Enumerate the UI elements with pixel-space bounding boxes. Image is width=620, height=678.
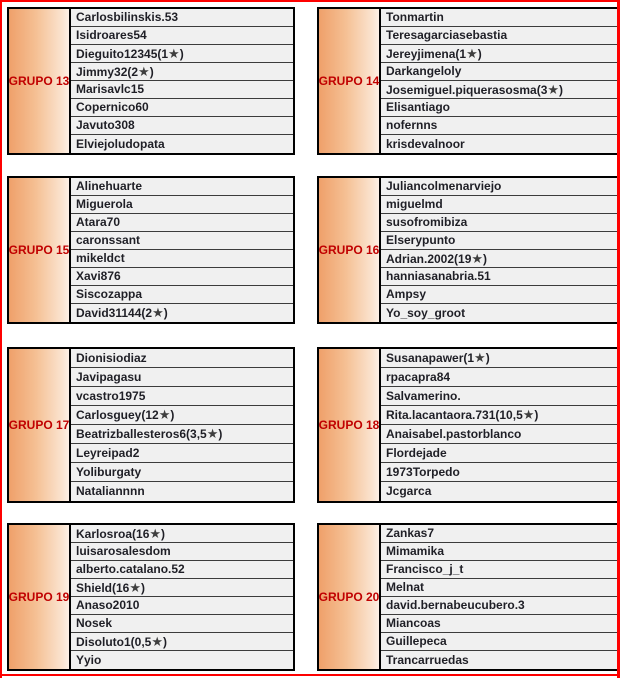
member-cell[interactable]: Jereyjimena(1★) [381, 45, 620, 63]
member-cell[interactable]: Copernico60 [71, 99, 293, 117]
group-members-list [71, 525, 293, 669]
member-cell[interactable]: Xavi876 [71, 268, 293, 286]
star-icon: ★ [152, 305, 164, 320]
member-cell[interactable]: Teresagarciasebastia [381, 27, 620, 45]
member-cell[interactable]: Juliancolmenarviejo [381, 178, 620, 196]
member-cell[interactable]: Mimamika [381, 543, 620, 561]
member-cell[interactable]: Carlosbilinskis.53 [71, 9, 293, 27]
member-cell[interactable]: Tonmartin [381, 9, 620, 27]
member-cell[interactable]: Josemiguel.piquerasosma(3★) [381, 81, 620, 99]
member-cell[interactable]: Siscozappa [71, 286, 293, 304]
member-cell[interactable]: Atara70 [71, 214, 293, 232]
member-cell[interactable]: Yoliburgaty [71, 463, 293, 482]
group-label-cell[interactable]: GRUPO 18 [319, 349, 381, 501]
member-cell[interactable]: Anaisabel.pastorblanco [381, 425, 620, 444]
member-cell[interactable]: Elserypunto [381, 232, 620, 250]
member-cell[interactable]: Adrian.2002(19★) [381, 250, 620, 268]
star-icon: ★ [471, 251, 484, 266]
member-cell[interactable]: Zankas7 [381, 525, 620, 543]
member-cell[interactable]: Ampsy [381, 286, 620, 304]
group-label-cell[interactable]: GRUPO 14 [319, 9, 381, 153]
member-cell[interactable]: 1973Torpedo [381, 463, 620, 482]
member-cell[interactable]: Elisantiago [381, 99, 620, 117]
group-members-list [381, 525, 620, 669]
star-icon: ★ [158, 407, 171, 422]
member-cell[interactable]: Rita.lacantaora.731(10,5★) [381, 406, 620, 425]
member-cell[interactable]: David31144(2★) [71, 304, 293, 322]
star-icon: ★ [206, 426, 219, 441]
star-icon: ★ [522, 407, 535, 422]
member-cell[interactable]: Dionisiodiaz [71, 349, 293, 368]
group-label-cell[interactable]: GRUPO 16 [319, 178, 381, 322]
page-break-line-bottom [0, 674, 620, 676]
group-label-cell[interactable]: GRUPO 15 [9, 178, 71, 322]
group-block-grupo-15 [7, 176, 295, 324]
member-cell[interactable]: Melnat [381, 579, 620, 597]
member-cell[interactable]: Beatrizballesteros6(3,5★) [71, 425, 293, 444]
member-cell[interactable]: Darkangeloly [381, 63, 620, 81]
group-members-list [71, 9, 293, 153]
member-cell[interactable]: Isidroares54 [71, 27, 293, 45]
member-cell[interactable]: Susanapawer(1★) [381, 349, 620, 368]
member-cell[interactable]: Francisco_j_t [381, 561, 620, 579]
member-cell[interactable]: Jimmy32(2★) [71, 63, 293, 81]
member-cell[interactable]: Nataliannnn [71, 482, 293, 501]
member-cell[interactable]: Salvamerino. [381, 387, 620, 406]
member-cell[interactable]: krisdevalnoor [381, 135, 620, 153]
member-cell[interactable]: Carlosguey(12★) [71, 406, 293, 425]
star-icon: ★ [168, 46, 180, 61]
group-block-grupo-19 [7, 523, 295, 671]
member-cell[interactable]: Elviejoludopata [71, 135, 293, 153]
member-cell[interactable]: Alinehuarte [71, 178, 293, 196]
member-cell[interactable]: susofromibiza [381, 214, 620, 232]
member-cell[interactable]: Miguerola [71, 196, 293, 214]
member-cell[interactable]: hanniasanabria.51 [381, 268, 620, 286]
member-cell[interactable]: alberto.catalano.52 [71, 561, 293, 579]
member-cell[interactable]: Marisavlc15 [71, 81, 293, 99]
group-label-cell[interactable]: GRUPO 17 [9, 349, 71, 501]
group-block-grupo-20 [317, 523, 620, 671]
star-icon: ★ [149, 526, 162, 541]
member-cell[interactable]: Jcgarca [381, 482, 620, 501]
group-block-grupo-14 [317, 7, 620, 155]
member-cell[interactable]: mikeldct [71, 250, 293, 268]
member-cell[interactable]: Leyreipad2 [71, 444, 293, 463]
member-cell[interactable]: Javuto308 [71, 117, 293, 135]
member-cell[interactable]: miguelmd [381, 196, 620, 214]
star-icon: ★ [138, 64, 150, 79]
member-cell[interactable]: nofernns [381, 117, 620, 135]
member-cell[interactable]: Flordejade [381, 444, 620, 463]
group-members-list [381, 9, 620, 153]
member-cell[interactable]: Javipagasu [71, 368, 293, 387]
group-block-grupo-16 [317, 176, 620, 324]
group-block-grupo-18 [317, 347, 620, 503]
star-icon: ★ [466, 46, 478, 61]
member-cell[interactable]: Nosek [71, 615, 293, 633]
group-members-list [381, 349, 620, 501]
member-cell[interactable]: Miancoas [381, 615, 620, 633]
group-block-grupo-13 [7, 7, 295, 155]
group-label-cell[interactable]: GRUPO 13 [9, 9, 71, 153]
group-members-list [71, 349, 293, 501]
star-icon: ★ [151, 634, 164, 649]
member-cell[interactable]: Anaso2010 [71, 597, 293, 615]
group-label-cell[interactable]: GRUPO 19 [9, 525, 71, 669]
star-icon: ★ [129, 580, 142, 595]
group-members-list [71, 178, 293, 322]
member-cell[interactable]: Karlosroa(16★) [71, 525, 293, 543]
group-label-cell[interactable]: GRUPO 20 [319, 525, 381, 669]
member-cell[interactable]: rpacapra84 [381, 368, 620, 387]
member-cell[interactable]: Guillepeca [381, 633, 620, 651]
member-cell[interactable]: luisarosalesdom [71, 543, 293, 561]
group-block-grupo-17 [7, 347, 295, 503]
member-cell[interactable]: Disoluto1(0,5★) [71, 633, 293, 651]
member-cell[interactable]: david.bernabeucubero.3 [381, 597, 620, 615]
member-cell[interactable]: caronssant [71, 232, 293, 250]
member-cell[interactable]: Shield(16★) [71, 579, 293, 597]
member-cell[interactable]: vcastro1975 [71, 387, 293, 406]
member-cell[interactable]: Dieguito12345(1★) [71, 45, 293, 63]
member-cell[interactable]: Trancarruedas [381, 651, 620, 669]
member-cell[interactable]: Yo_soy_groot [381, 304, 620, 322]
page-break-line-left [0, 0, 2, 678]
star-icon: ★ [547, 82, 560, 97]
page-break-line-top [0, 0, 620, 2]
group-members-list [381, 178, 620, 322]
member-cell[interactable]: Yyio [71, 651, 293, 669]
star-icon: ★ [474, 350, 486, 365]
